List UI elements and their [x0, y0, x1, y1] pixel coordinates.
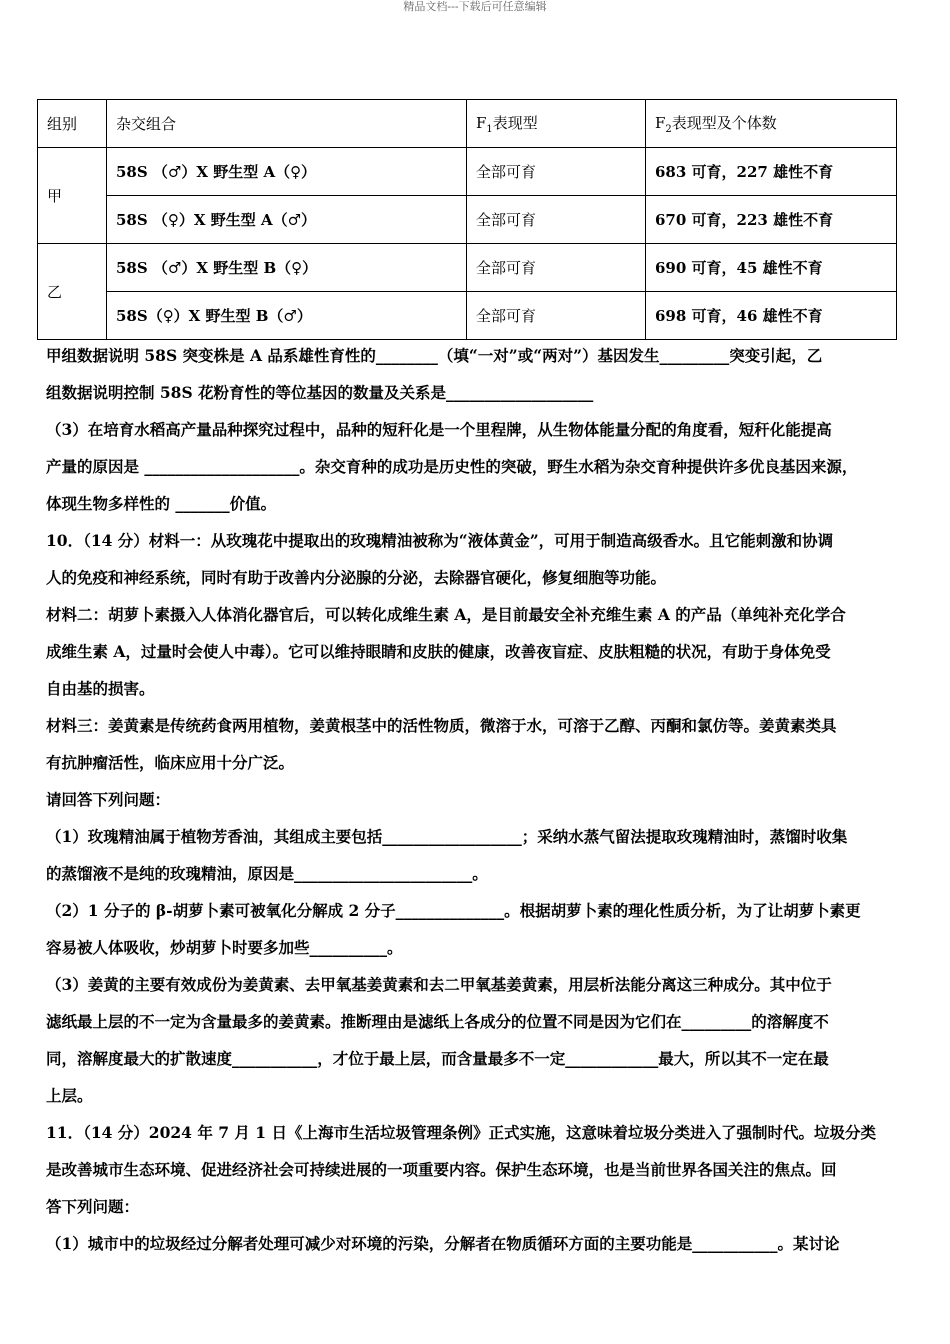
text-line: 组数据说明控制 58S 花粉育性的等位基因的数量及关系是___________________: [46, 383, 594, 402]
text-line: 滤纸最上层的不一定为含量最多的姜黄素。推断理由是滤纸上各成分的位置不同是因为它们在_________的溶解度不: [46, 1012, 829, 1031]
question-11-heading: 11．（14 分）2024 年 7 月 1 日《上海市生活垃圾管理条例》正式实施，这意味着垃圾分类进入了强制时代。垃圾分类: [46, 1123, 876, 1142]
header-group: 组别: [38, 100, 107, 148]
text-line: 材料三：姜黄素是传统药食两用植物，姜黄根茎中的活性物质，微溶于水，可溶于乙醇、丙酮和氯仿等。姜黄素类具: [46, 716, 837, 735]
f2-cell: 690 可育，45 雄性不育: [646, 244, 897, 292]
cross-cell: 58S （♂）X 野生型 A（♀）: [107, 148, 467, 196]
cross-cell: 58S （♀）X 野生型 A（♂）: [107, 196, 467, 244]
f2-cell: 698 可育，46 雄性不育: [646, 292, 897, 340]
f1-cell: 全部可育: [467, 292, 646, 340]
text-line: 请回答下列问题：: [46, 790, 171, 809]
f1-cell: 全部可育: [467, 244, 646, 292]
table-row: [38, 292, 897, 340]
cross-cell: 58S （♂）X 野生型 B（♀）: [107, 244, 467, 292]
text-line: 容易被人体吸收，炒胡萝卜时要多加些__________。: [46, 938, 403, 957]
page-header: 精品文档---下载后可任意编辑: [403, 0, 547, 13]
f1-cell: 全部可育: [467, 196, 646, 244]
text-line: （3）姜黄的主要有效成份为姜黄素、去甲氧基姜黄素和去二甲氧基姜黄素，用层析法能分离这三种成分。其中位于: [46, 975, 832, 994]
text-line: （2）1 分子的 β-胡萝卜素可被氧化分解成 2 分子______________。根据胡萝卜素的理化性质分析，为了让胡萝卜素更: [46, 901, 861, 920]
text-line: （1）玫瑰精油属于植物芳香油，其组成主要包括__________________；采纳水蒸气留法提取玫瑰精油时，蒸馏时收集: [46, 827, 848, 846]
table-header-row: [38, 100, 897, 148]
text-line: （3）在培育水稻高产量品种探究过程中，品种的短秆化是一个里程牌，从生物体能量分配的角度看，短秆化能提高: [46, 420, 832, 439]
f1-cell: 全部可育: [467, 148, 646, 196]
text-line: 体现生物多样性的 _______价值。: [46, 494, 277, 513]
header-cross: 杂交组合: [107, 100, 467, 148]
question-10-heading: 10．（14 分）材料一：从玫瑰花中提取出的玫瑰精油被称为“液体黄金”，可用于制造高级香水。且它能刺激和协调: [46, 531, 834, 550]
text-line: 人的免疫和神经系统，同时有助于改善内分泌腺的分泌，去除器官硬化，修复细胞等功能。: [46, 568, 667, 587]
text-line: 上层。: [46, 1086, 93, 1105]
f2-cell: 683 可育，227 雄性不育: [646, 148, 897, 196]
table-row: [38, 196, 897, 244]
text-line: （1）城市中的垃圾经过分解者处理可减少对环境的污染，分解者在物质循环方面的主要功能是___________。某讨论: [46, 1234, 840, 1253]
header-f2: $F_2$表现型及个体数: [646, 100, 897, 148]
text-line: 材料二：胡萝卜素摄入人体消化器官后，可以转化成维生素 A，是目前最安全补充维生素 A 的产品（单纯补充化学合: [46, 605, 846, 624]
text-line: 产量的原因是 ____________________。杂交育种的成功是历史性的突破，野生水稻为杂交育种提供许多优良基因来源，: [46, 457, 858, 476]
text-line: 自由基的损害。: [46, 679, 155, 698]
text-line: 成维生素 A，过量时会使人中毒）。它可以维持眼睛和皮肤的健康，改善夜盲症、皮肤粗糙的状况，有助于身体免受: [46, 642, 831, 661]
header-f1: $F_1$表现型: [467, 100, 646, 148]
f2-cell: 670 可育，223 雄性不育: [646, 196, 897, 244]
text-line: 同，溶解度最大的扩散速度___________，才位于最上层，而含量最多不一定____________最大，所以其不一定在最: [46, 1049, 829, 1068]
group-cell: 甲: [38, 148, 107, 244]
text-line: 答下列问题：: [46, 1197, 140, 1216]
cross-table: [37, 99, 897, 340]
table-row: [38, 148, 897, 196]
text-line: 甲组数据说明 58S 突变株是 A 品系雄性育性的________（填“一对”或“两对”）基因发生_________突变引起，乙: [46, 346, 823, 365]
group-cell: 乙: [38, 244, 107, 340]
document-body: [46, 337, 906, 1262]
table-row: [38, 244, 897, 292]
text-line: 是改善城市生态环境、促进经济社会可持续进展的一项重要内容。保护生态环境，也是当前世界各国关注的焦点。回: [46, 1160, 837, 1179]
cross-cell: 58S（♀）X 野生型 B（♂）: [107, 292, 467, 340]
text-line: 的蒸馏液不是纯的玫瑰精油，原因是_______________________。: [46, 864, 488, 883]
text-line: 有抗肿瘤活性，临床应用十分广泛。: [46, 753, 295, 772]
